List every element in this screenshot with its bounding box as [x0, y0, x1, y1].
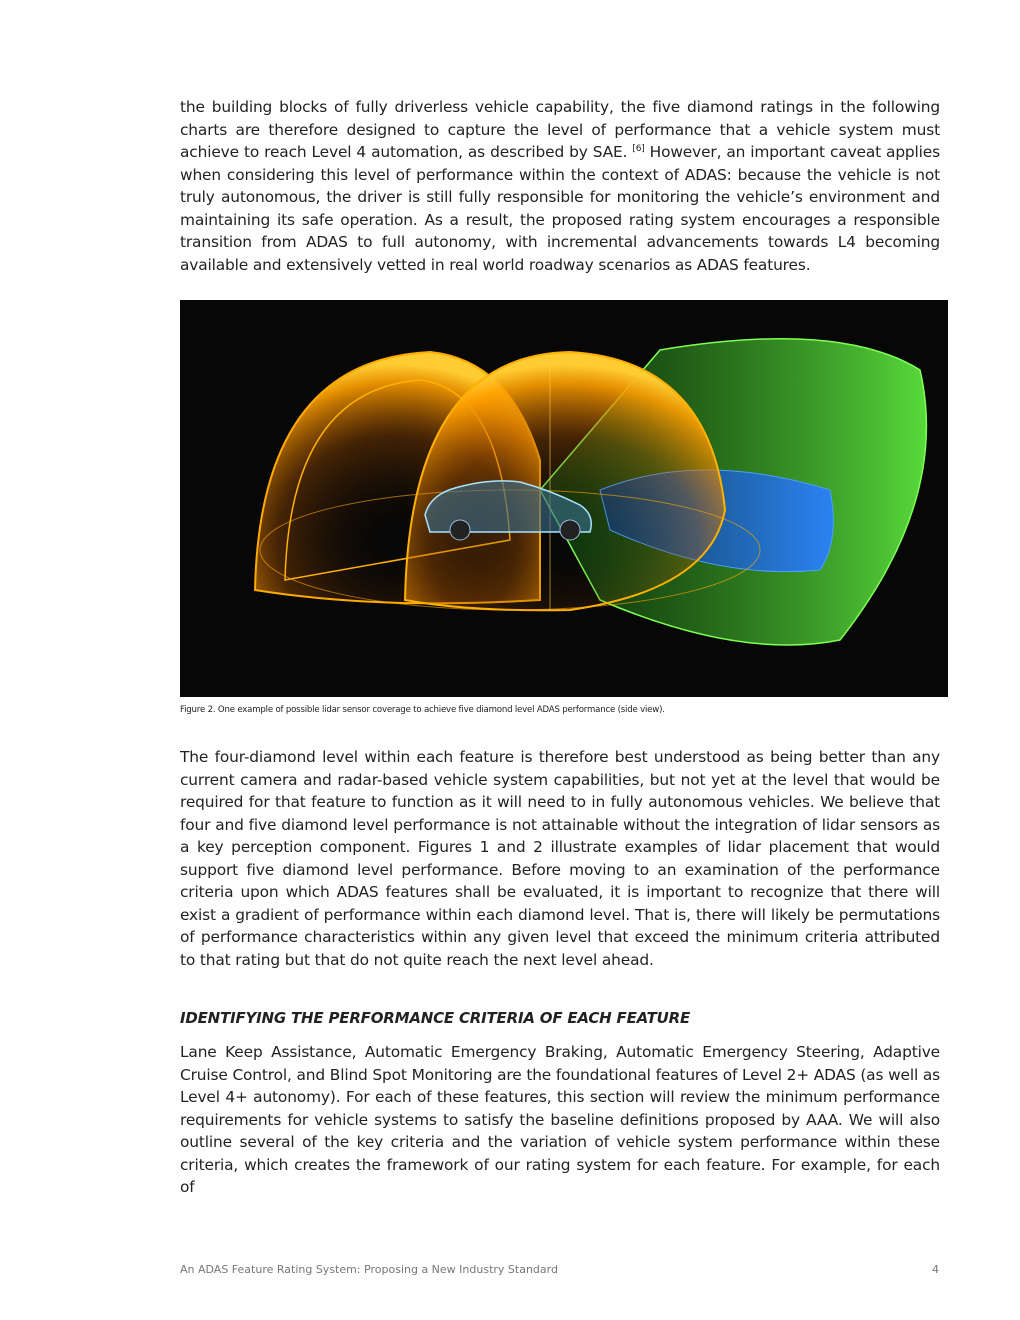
footer-title: An ADAS Feature Rating System: Proposing a New Industry Standard [180, 1263, 558, 1276]
page-number: 4 [932, 1263, 939, 1276]
lidar-coverage-figure [180, 300, 948, 697]
figure-caption: Figure 2. One example of possible lidar sensor coverage to achieve five diamond level ADAS performance (side view). [180, 705, 665, 715]
paragraph-features: Lane Keep Assistance, Automatic Emergency Braking, Automatic Emergency Steering, Adaptive Cruise Control, and Blind Spot Monitoring are the foundational features of Level 2+ ADAS (as well as Level 4+ autonomy). For each of these features, this section will review the minimum performance requirements for vehicle systems to satisfy the baseline definitions proposed by AAA. We will also outline several of the key criteria and the variation of vehicle system performance within these criteria, which creates the framework of our rating system for each feature. For example, for each of [180, 1043, 940, 1196]
paragraph-text: However, an important caveat applies when considering this level of performance within the context of ADAS: because the vehicle is not truly autonomous, the driver is still fully responsible for monitoring the vehicle’s environment and maintaining its safe operation. As a result, the proposed rating system encourages a responsible transition from ADAS to full autonomy, with incremental advancements towards L4 becoming available and extensively vetted in real world roadway scenarios as ADAS features. [180, 143, 940, 274]
lidar-coverage-illustration [180, 300, 948, 697]
section-heading: IDENTIFYING THE PERFORMANCE CRITERIA OF EACH FEATURE [180, 1009, 691, 1027]
paragraph-intro [180, 96, 940, 276]
citation-ref: [6] [632, 144, 645, 154]
paragraph-four-diamond: The four-diamond level within each feature is therefore best understood as being better than any current camera and radar-based vehicle system capabilities, but not yet at the level that would be required for that feature to function as it will need to in fully autonomous vehicles. We believe that four and five diamond level performance is not attainable without the integration of lidar sensors as a key perception component. Figures 1 and 2 illustrate examples of lidar placement that would support five diamond level performance. Before moving to an examination of the performance criteria upon which ADAS features shall be evaluated, it is important to recognize that there will exist a gradient of performance within each diamond level. That is, there will likely be permutations of performance characteristics within any given level that exceed the minimum criteria attributed to that rating but that do not quite reach the next level ahead. [180, 748, 940, 969]
paragraph-text: the building blocks of fully driverless vehicle capability, the five diamond ratings in the following charts are therefore designed to capture the level of performance that a vehicle system must achieve to reach Level 4 automation, as described by SAE. [180, 98, 940, 161]
